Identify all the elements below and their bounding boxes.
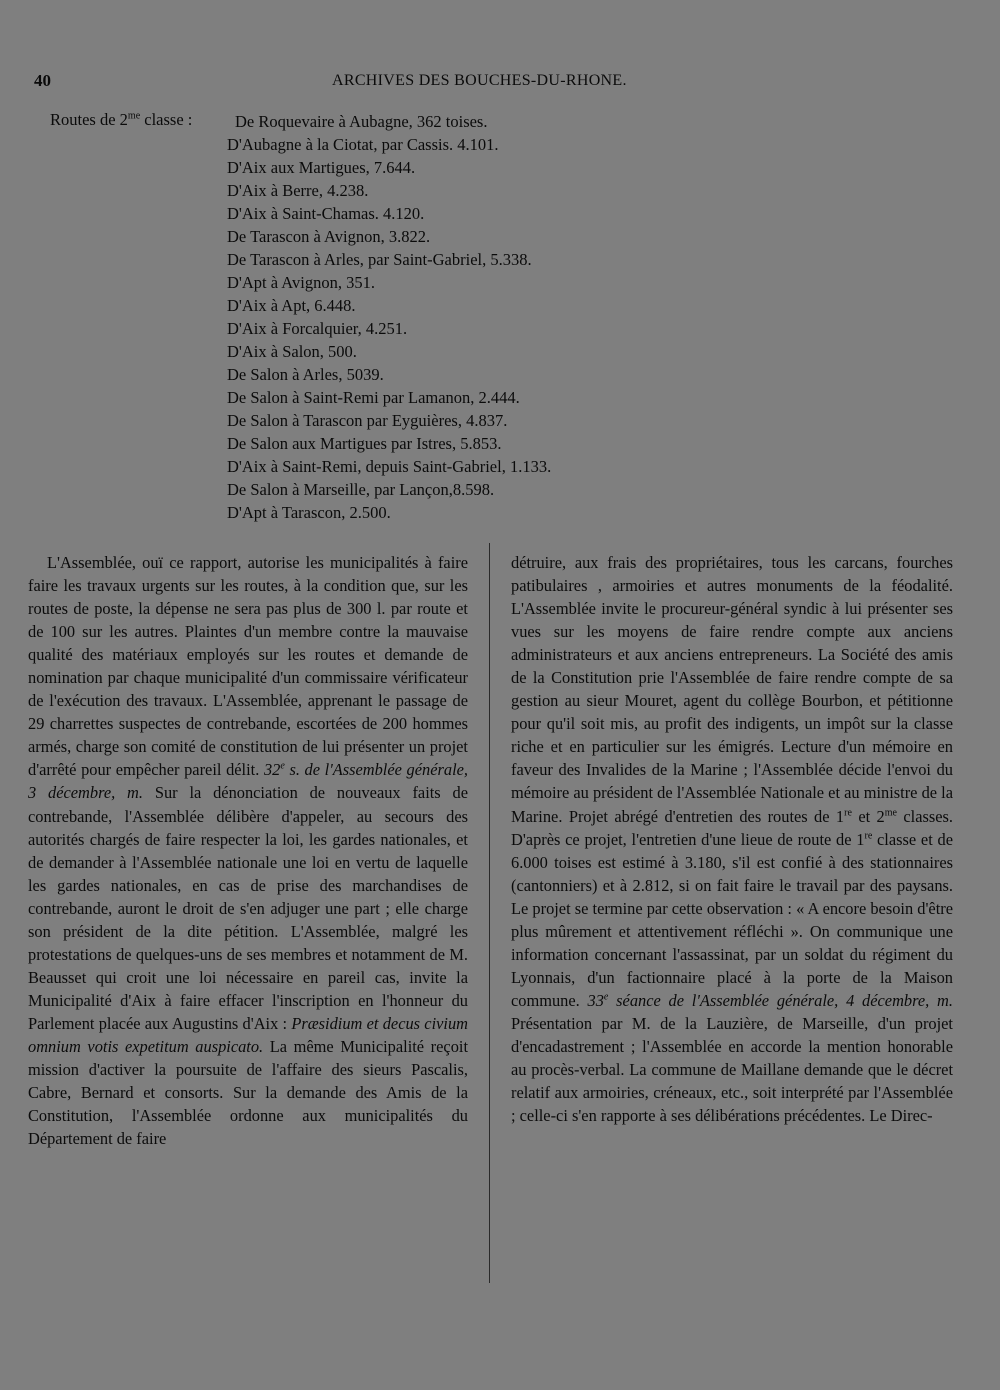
right-sup-3: re [864, 830, 873, 842]
routes-heading-text: Routes de 2 [50, 110, 128, 129]
route-item: D'Aix à Berre, 4.238. [227, 181, 369, 200]
route-item: De Tarascon à Avignon, 3.822. [227, 227, 431, 246]
right-sup-1: re [844, 807, 852, 819]
session-sup: e [603, 991, 609, 1003]
right-text-2: classes. D'après ce projet, l'entretien d'une lieue de route de 1 [511, 806, 953, 849]
left-text-2: Sur la dénonciation de nouveaux faits de contrebande, l'Assemblée délibère d'appeler, au secours des autorités chargés de faire respecter la loi, les gardes nationales, et de demander à l'Assemblée nationale une loi en vertu de laquelle les gardes nationales, en cas de prise des marchandises de contrebande, auront le droit de s'en adjuger une part ; elle charge son président de la dite pétition. L'Assemblée, malgré les protestations de quelques-uns de ses membres et notamment de M. Beausset qui croit une loi nécessaire en pareil cas, invite la Municipalité d'Aix à faire effacer l'inscription en l'honneur du Parlement placée aux Augustins d'Aix : [28, 783, 468, 1033]
route-item: De Salon aux Martigues par Istres, 5.853. [227, 434, 502, 453]
route-item: De Salon à Saint-Remi par Lamanon, 2.444. [227, 388, 520, 407]
routes-heading [50, 110, 192, 130]
right-column [511, 551, 953, 1127]
right-text-4: Présentation par M. de la Lauzière, de Marseille, d'un projet d'encadastrement ; l'Assemblée en accorde la mention honorable au procès-verbal. La commune de Maillane demande que le décret relatif aux armoiries, créneaux, etc., soit interprété par l'Assemblée ; celle-ci s'en rapporte à ses délibérations précédentes. Le Direc- [511, 1013, 953, 1126]
session-sup: e [280, 760, 285, 772]
route-item: De Salon à Tarascon par Eyguières, 4.837. [227, 411, 508, 430]
session-text: séance de l'Assemblée générale, 4 décembre, m. [608, 990, 953, 1010]
route-item: De Roquevaire à Aubagne, 362 toises. [235, 112, 488, 131]
left-column [28, 551, 468, 1150]
routes-heading-text-end: classe : [140, 110, 193, 129]
routes-heading-sup: me [127, 110, 141, 122]
route-item: D'Aix aux Martigues, 7.644. [227, 158, 416, 177]
right-text-1: détruire, aux frais des propriétaires, tous les carcans, fourches patibulaires , armoiries et autres monuments de la féodalité. L'Assemblée invite le procureur-général syndic à lui présenter ses vues sur les moyens de faire rendre compte aux anciens administrateurs et aux anciens entrepreneurs. La Société des amis de la Constitution prie l'Assemblée de faire rendre compte de sa gestion au sieur Mouret, agent du collège Bourbon, et pétitionne pour qu'il soit mis, au profit des indigents, un impôt sur la classe riche et en particulier sur les émigrés. Lecture d'un mémoire en faveur des Invalides de la Marine ; l'Assemblée décide l'envoi du mémoire au président de l'Assemblée Nationale et au ministre de la Marine. Projet abrégé d'entretien des routes de 1 [511, 553, 953, 826]
latin-inscription: Præsidium et decus civium omnium votis expetitum auspicato. [28, 1013, 468, 1056]
route-item: D'Apt à Tarascon, 2.500. [227, 503, 391, 522]
left-paragraph [28, 551, 468, 1150]
session-number: 32 [263, 760, 281, 780]
session-heading-33 [588, 991, 953, 1010]
routes-list [227, 110, 551, 524]
route-item: D'Aix à Apt, 6.448. [227, 296, 356, 315]
column-rule [489, 543, 490, 1283]
right-text-3: classe et de 6.000 toises est estimé à 3.180, s'il est confié à des stationnaires (cantonniers) et à 2.812, si on fait faire le travail par des paysans. Le projet se termine par cette observation : « A encore besoin d'être plus mûrement et attentivement réfléchi ». On communique une information concernant l'assassinat, par un soldat du régiment du Lyonnais, d'un factionnaire placé à la porte de la Maison commune. [511, 829, 954, 1010]
route-item: D'Aix à Saint-Remi, depuis Saint-Gabriel, 1.133. [227, 457, 552, 476]
running-head: ARCHIVES DES BOUCHES-DU-RHONE. [332, 72, 627, 89]
route-item: De Salon à Marseille, par Lançon,8.598. [227, 480, 495, 499]
right-text-1b: et 2 [851, 806, 885, 826]
right-paragraph [511, 551, 953, 1127]
route-item: De Salon à Arles, 5039. [227, 365, 384, 384]
route-item: D'Aix à Forcalquier, 4.251. [227, 319, 408, 338]
route-item: D'Aix à Salon, 500. [227, 342, 357, 361]
left-text-3: La même Municipalité reçoit mission d'activer la poursuite de l'affaire des sieurs Pascalis, Cabre, Bernard et consorts. Sur la demande des Amis de la Constitution, l'Assemblée ordonne aux municipalités du Département de faire [28, 1036, 468, 1149]
session-text: s. de l'Assemblée générale, 3 décembre, m. [28, 760, 468, 803]
route-item: De Tarascon à Arles, par Saint-Gabriel, 5.338. [227, 250, 532, 269]
page-number: 40 [34, 71, 51, 90]
right-sup-2: me [884, 807, 897, 819]
route-item: D'Apt à Avignon, 351. [227, 273, 375, 292]
route-item: D'Aix à Saint-Chamas. 4.120. [227, 204, 425, 223]
route-item: D'Aubagne à la Ciotat, par Cassis. 4.101. [227, 135, 499, 154]
left-text-1: L'Assemblée, ouï ce rapport, autorise les municipalités à faire faire les travaux urgents sur les routes, à la condition que, sur les routes de poste, la dépense ne sera pas plus de 300 l. par route et de 100 sur les autres. Plaintes d'un membre contre la mauvaise qualité des matériaux employés sur les routes et demande de nomination par chaque municipalité d'un commissaire vérificateur de l'exécution des travaux. L'Assemblée, apprenant le passage de 29 charrettes suspectes de contrebande, escortées de 200 hommes armés, charge son comité de constitution de lui présenter un projet d'arrêté pour empêcher pareil délit. [28, 553, 468, 780]
session-number: 33 [587, 990, 604, 1010]
